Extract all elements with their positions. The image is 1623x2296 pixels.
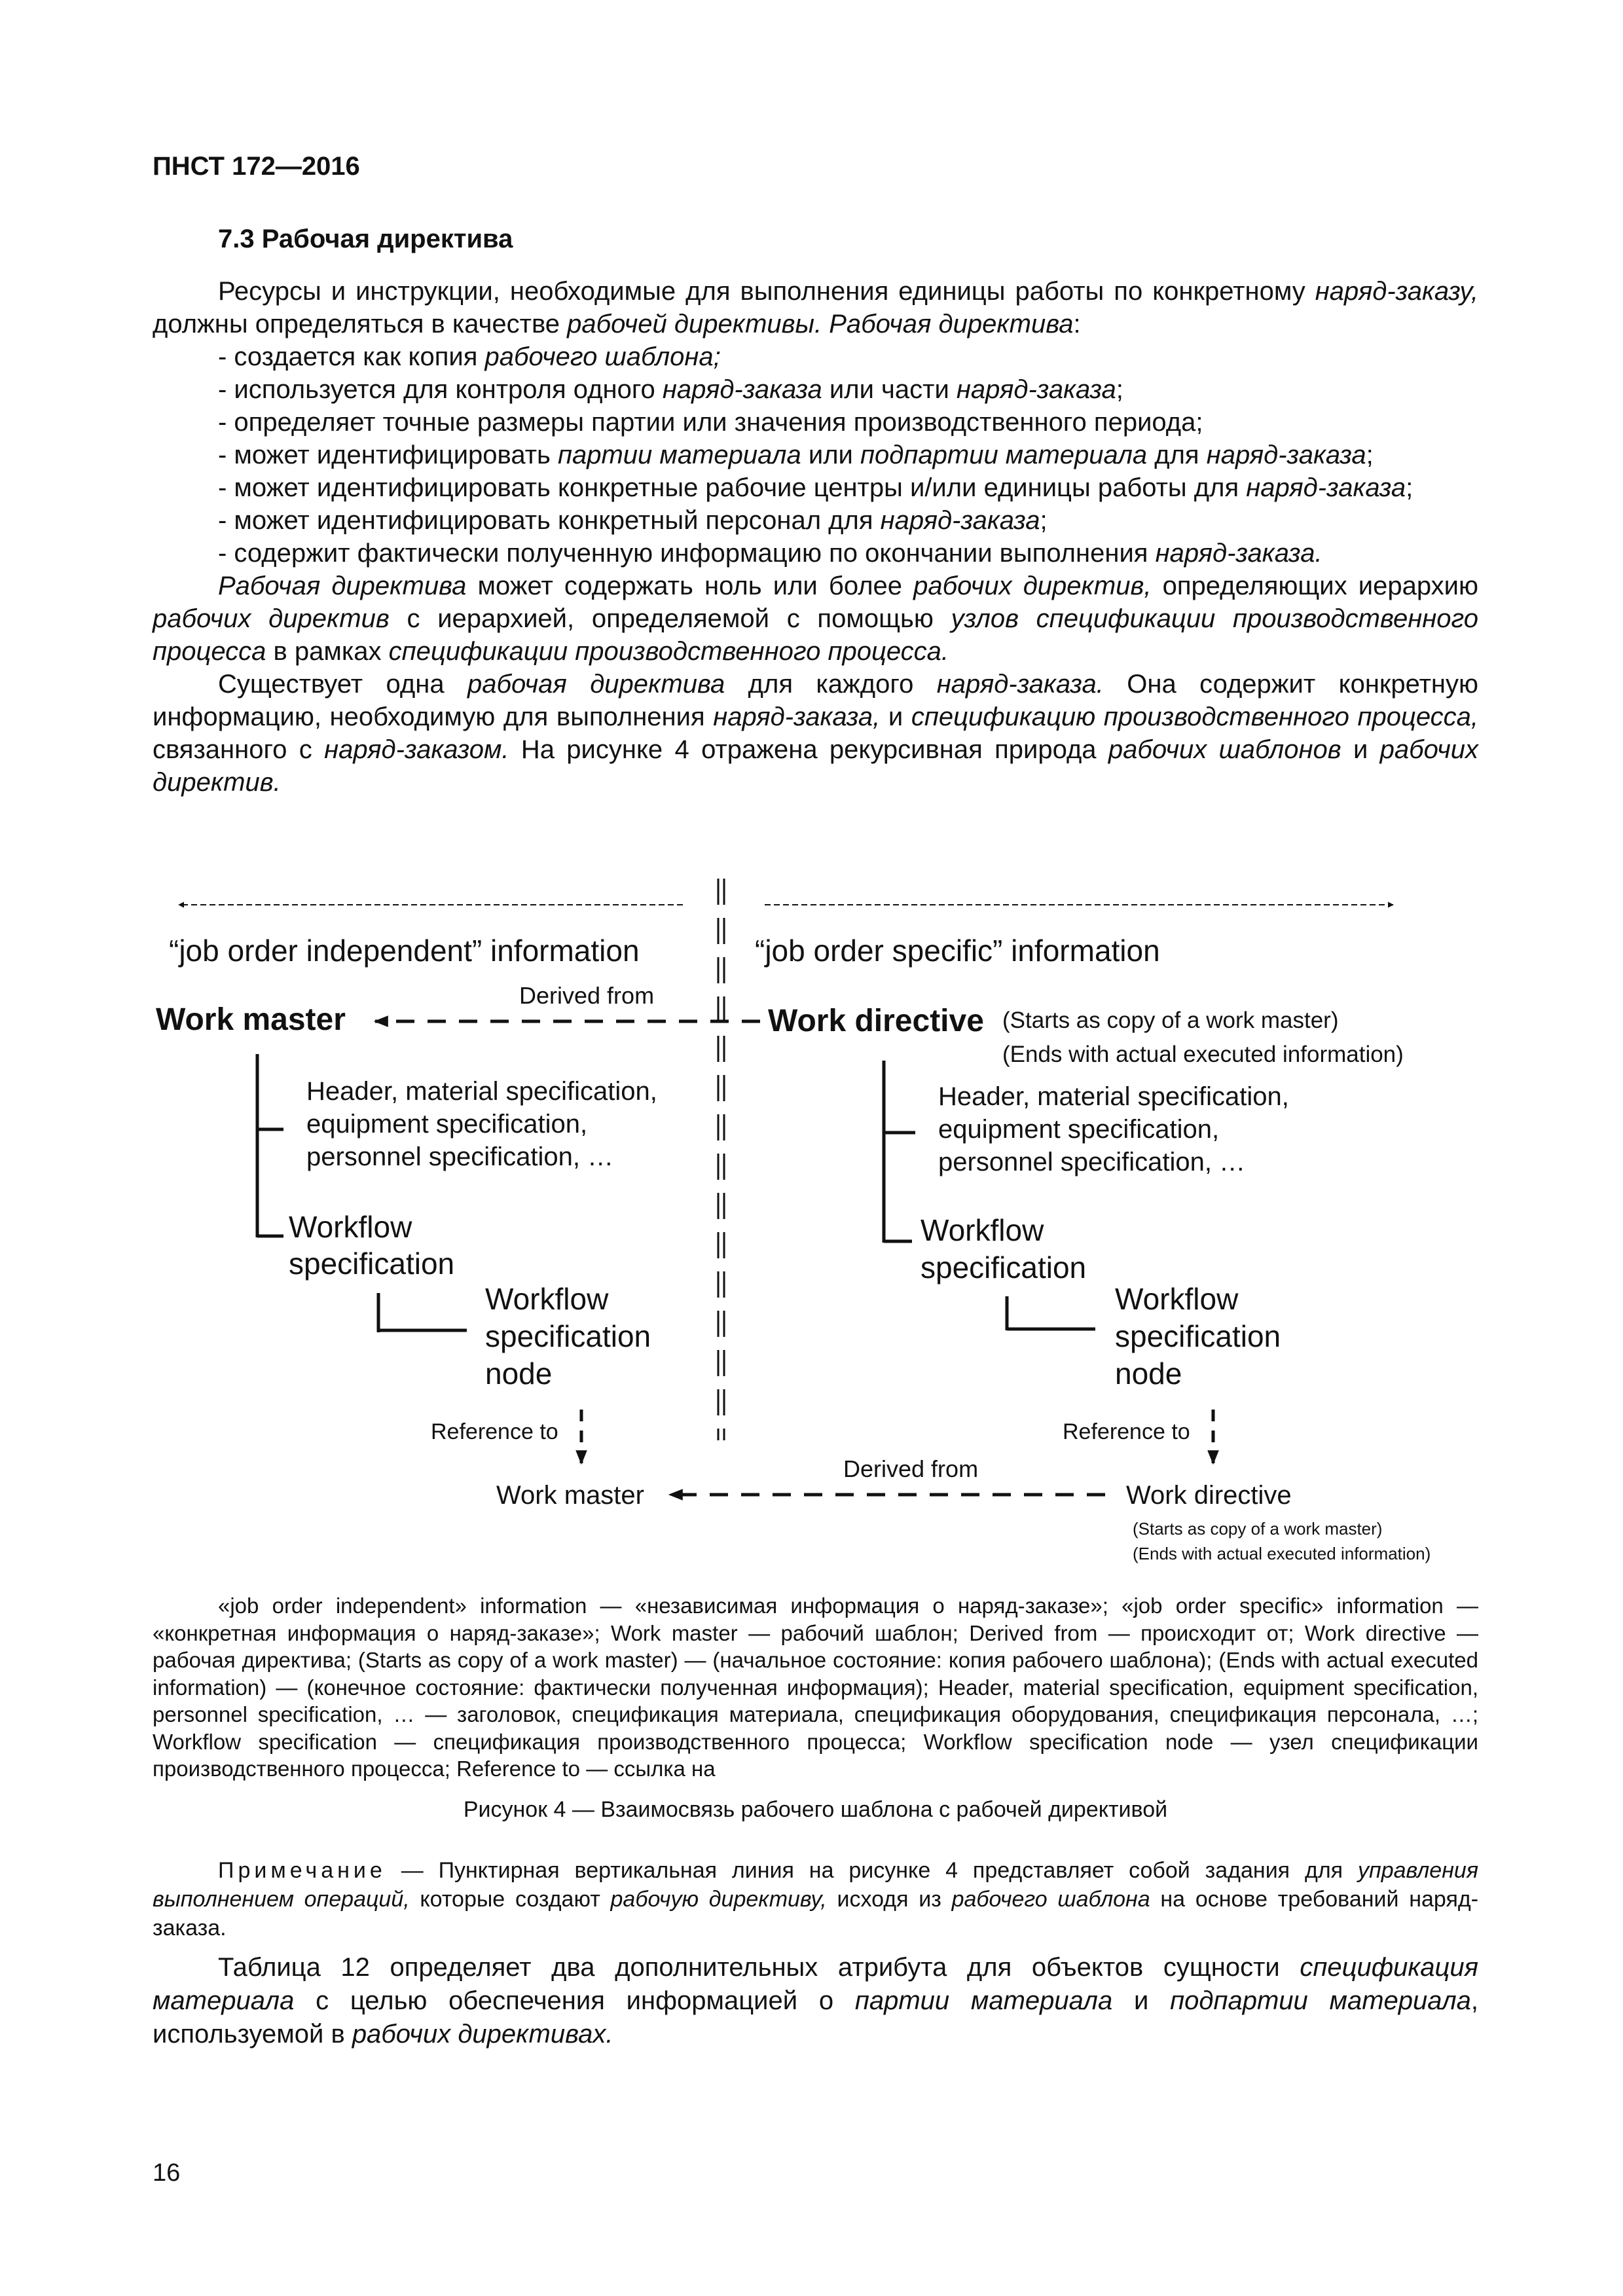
text-run: исходя из xyxy=(826,1887,952,1912)
right-specification-label: specification xyxy=(921,1250,1087,1285)
left-workflow-label: Workflow xyxy=(289,1210,412,1244)
italic-term: наряд-заказа xyxy=(1246,473,1406,502)
left-info-label: “job order independent” information xyxy=(169,934,640,968)
paragraph-recursion xyxy=(153,668,1478,799)
italic-term: наряд-заказа. xyxy=(936,670,1104,699)
text-run: или части xyxy=(822,375,957,404)
italic-term: подпартии материала xyxy=(1170,1986,1471,2015)
text-run: на основе требований наряд-заказа. xyxy=(153,1887,1479,1941)
italic-term: наряд-заказу, xyxy=(1315,277,1478,306)
derived-from-top-label: Derived from xyxy=(519,982,655,1009)
note-label: Примечание xyxy=(218,1858,386,1883)
right-workflow-label: Workflow xyxy=(921,1213,1044,1247)
italic-term: партии материала xyxy=(557,441,801,469)
text-run: с целью обеспечения информацией о xyxy=(294,1986,855,2015)
italic-term: рабочую директиву, xyxy=(610,1887,827,1912)
italic-term: наряд-заказа xyxy=(880,506,1040,535)
italic-term: спецификации производственного процесса. xyxy=(388,637,949,666)
text-run: которые создают xyxy=(409,1887,611,1912)
italic-term: наряд-заказа xyxy=(1206,441,1366,469)
list-item xyxy=(153,471,1478,504)
text-run: Она содержит конкретную информацию, необходимую для выполнения xyxy=(153,670,1478,731)
figure-note xyxy=(153,1856,1478,1942)
right-info-label: “job order specific” information xyxy=(755,934,1160,968)
text-run: Таблица 12 определяет два дополнительных атрибута для объектов сущности xyxy=(218,1953,1300,1982)
italic-term: наряд-заказа xyxy=(662,375,822,404)
italic-term: рабочая директива xyxy=(467,670,725,699)
text-run: - может идентифицировать конкретные рабочие центры и/или единицы работы для xyxy=(218,473,1247,502)
right-spec-line-2: equipment specification, xyxy=(938,1115,1220,1144)
text-run: , используемой в xyxy=(153,1986,1479,2049)
left-node-specification: specification xyxy=(485,1319,651,1353)
right-spec-line-1: Header, material specification, xyxy=(938,1082,1289,1111)
right-node-workflow: Workflow xyxy=(1115,1282,1239,1316)
italic-term: управления выполнением операций, xyxy=(153,1858,1478,1912)
text-run: — Пунктирная вертикальная линия на рисунке 4 представляет собой задания для xyxy=(386,1858,1358,1883)
text-run: - определяет точные размеры партии или значения производственного периода; xyxy=(218,408,1203,437)
text-run: На рисунке 4 отражена рекурсивная природа xyxy=(509,735,1108,764)
figure-legend xyxy=(153,1592,1478,1783)
italic-term: наряд-заказа, xyxy=(713,702,881,731)
italic-term: рабочих шаблонов xyxy=(1108,735,1341,764)
italic-term: рабочего шаблона; xyxy=(484,342,721,371)
italic-term: рабочих директив. xyxy=(153,735,1479,797)
ends-with-note: (Ends with actual executed information) xyxy=(1002,1042,1404,1067)
text-run: - создается как копия xyxy=(218,342,485,371)
intro-block xyxy=(153,275,1478,799)
figure-caption: Рисунок 4 — Взаимосвязь рабочего шаблона с рабочей директивой xyxy=(463,1797,1168,1822)
text-run: ; xyxy=(1366,441,1374,469)
bottom-starts-as-copy: (Starts as copy of a work master) xyxy=(1133,1519,1383,1539)
right-spec-line-3: personnel specification, … xyxy=(938,1148,1246,1176)
italic-term: рабочей директивы. Рабочая директива xyxy=(567,310,1074,338)
left-reference-to-label: Reference to xyxy=(431,1419,558,1444)
italic-term: подпартии материала xyxy=(860,441,1148,469)
italic-term: рабочего шаблона xyxy=(951,1887,1150,1912)
text-run: ; xyxy=(1040,506,1048,535)
text-run: определяющих иерархию xyxy=(1151,572,1478,600)
property-list xyxy=(153,340,1478,570)
text-run: - содержит фактически полученную информацию по окончании выполнения xyxy=(218,539,1156,568)
left-spec-line-3: personnel specification, … xyxy=(306,1142,614,1171)
closing-block xyxy=(153,1951,1478,2051)
text-run: - используется для контроля одного xyxy=(218,375,663,404)
paragraph-table-12 xyxy=(153,1951,1478,2051)
left-node-workflow: Workflow xyxy=(485,1282,609,1316)
text-run: - может идентифицировать конкретный персонал для xyxy=(218,506,881,535)
left-spec-line-2: equipment specification, xyxy=(306,1110,588,1139)
document-header: ПНСТ 172—2016 xyxy=(153,152,360,181)
list-item xyxy=(153,504,1478,537)
text-run: - может идентифицировать xyxy=(218,441,558,469)
left-spec-line-1: Header, material specification, xyxy=(306,1077,657,1106)
bottom-work-directive: Work directive xyxy=(1126,1481,1292,1510)
text-run: Ресурсы и инструкции, необходимые для выполнения единицы работы по конкретному xyxy=(218,277,1315,306)
legend-text: «job order independent» information — «независимая информация о наряд-заказе»; «job order specific» information — «конкретная информация о наряд-заказе»; Work master — рабочий шаблон; Derived from — происходит от; Work directive — рабочая директива; (Starts as copy of a work master) — (начальное состояние: копия рабочего шаблона); (Ends with actual executed information) — (конечное состояние: фактически полученная информация); Header, material specification, equipment specification, personnel specification, … — заголовок, спецификация материала, спецификация оборудования, спецификация персонала, …; Workflow specification — спецификация производственного процесса; Workflow specification node — узел спецификации производственного процесса; Reference to — ссылка на xyxy=(153,1594,1478,1781)
text-run: для xyxy=(1147,441,1207,469)
text-run: связанного с xyxy=(153,735,325,764)
italic-term: наряд-заказом. xyxy=(324,735,509,764)
list-item xyxy=(153,406,1478,439)
right-node-specification: specification xyxy=(1115,1319,1281,1353)
list-item xyxy=(153,537,1478,570)
list-item xyxy=(153,340,1478,373)
text-run: : xyxy=(1073,310,1081,338)
italic-term: рабочих директив xyxy=(153,604,390,633)
left-node-label: node xyxy=(485,1357,553,1391)
text-run: ; xyxy=(1406,473,1413,502)
italic-term: рабочих директив, xyxy=(913,572,1152,600)
italic-term: рабочих директивах. xyxy=(352,2020,613,2049)
right-reference-to-label: Reference to xyxy=(1063,1419,1190,1444)
text-run: может содержать ноль или более xyxy=(466,572,914,600)
section-title: 7.3 Рабочая директива xyxy=(218,225,513,253)
page-number: 16 xyxy=(153,2159,181,2187)
left-specification-label: specification xyxy=(289,1247,455,1281)
text-run: Существует одна xyxy=(218,670,467,699)
note-text xyxy=(153,1856,1478,1942)
italic-term: партии материала xyxy=(854,1986,1113,2015)
starts-as-copy-note: (Starts as copy of a work master) xyxy=(1002,1008,1339,1033)
work-directive-title: Work directive xyxy=(768,1004,984,1038)
text-run: и xyxy=(880,702,911,731)
text-run: и xyxy=(1341,735,1380,764)
italic-term: спецификация материала xyxy=(153,1953,1478,2015)
right-node-label: node xyxy=(1115,1357,1182,1391)
italic-term: узлов спецификации производственного процесса xyxy=(153,604,1479,666)
derived-from-bottom-label: Derived from xyxy=(843,1455,979,1482)
paragraph-hierarchy xyxy=(153,570,1478,668)
text-run: для каждого xyxy=(725,670,937,699)
text-run: или xyxy=(801,441,860,469)
bottom-work-master: Work master xyxy=(496,1481,644,1510)
text-run: с иерархией, определяемой с помощью xyxy=(389,604,951,633)
italic-term: Рабочая директива xyxy=(218,572,467,600)
figure-4-diagram xyxy=(153,864,1482,1571)
italic-term: спецификацию производственного процесса, xyxy=(911,702,1478,731)
work-master-title: Work master xyxy=(156,1002,346,1037)
italic-term: наряд-заказа xyxy=(956,375,1116,404)
paragraph-intro xyxy=(153,275,1478,340)
list-item xyxy=(153,439,1478,471)
list-item xyxy=(153,373,1478,406)
bottom-ends-with: (Ends with actual executed information) xyxy=(1133,1544,1431,1563)
text-run: ; xyxy=(1116,375,1123,404)
text-run: должны определяться в качестве xyxy=(153,310,568,338)
italic-term: наряд-заказа. xyxy=(1155,539,1322,568)
text-run: в рамках xyxy=(266,637,389,666)
divider-line xyxy=(718,879,724,1440)
text-run: и xyxy=(1112,1986,1171,2015)
